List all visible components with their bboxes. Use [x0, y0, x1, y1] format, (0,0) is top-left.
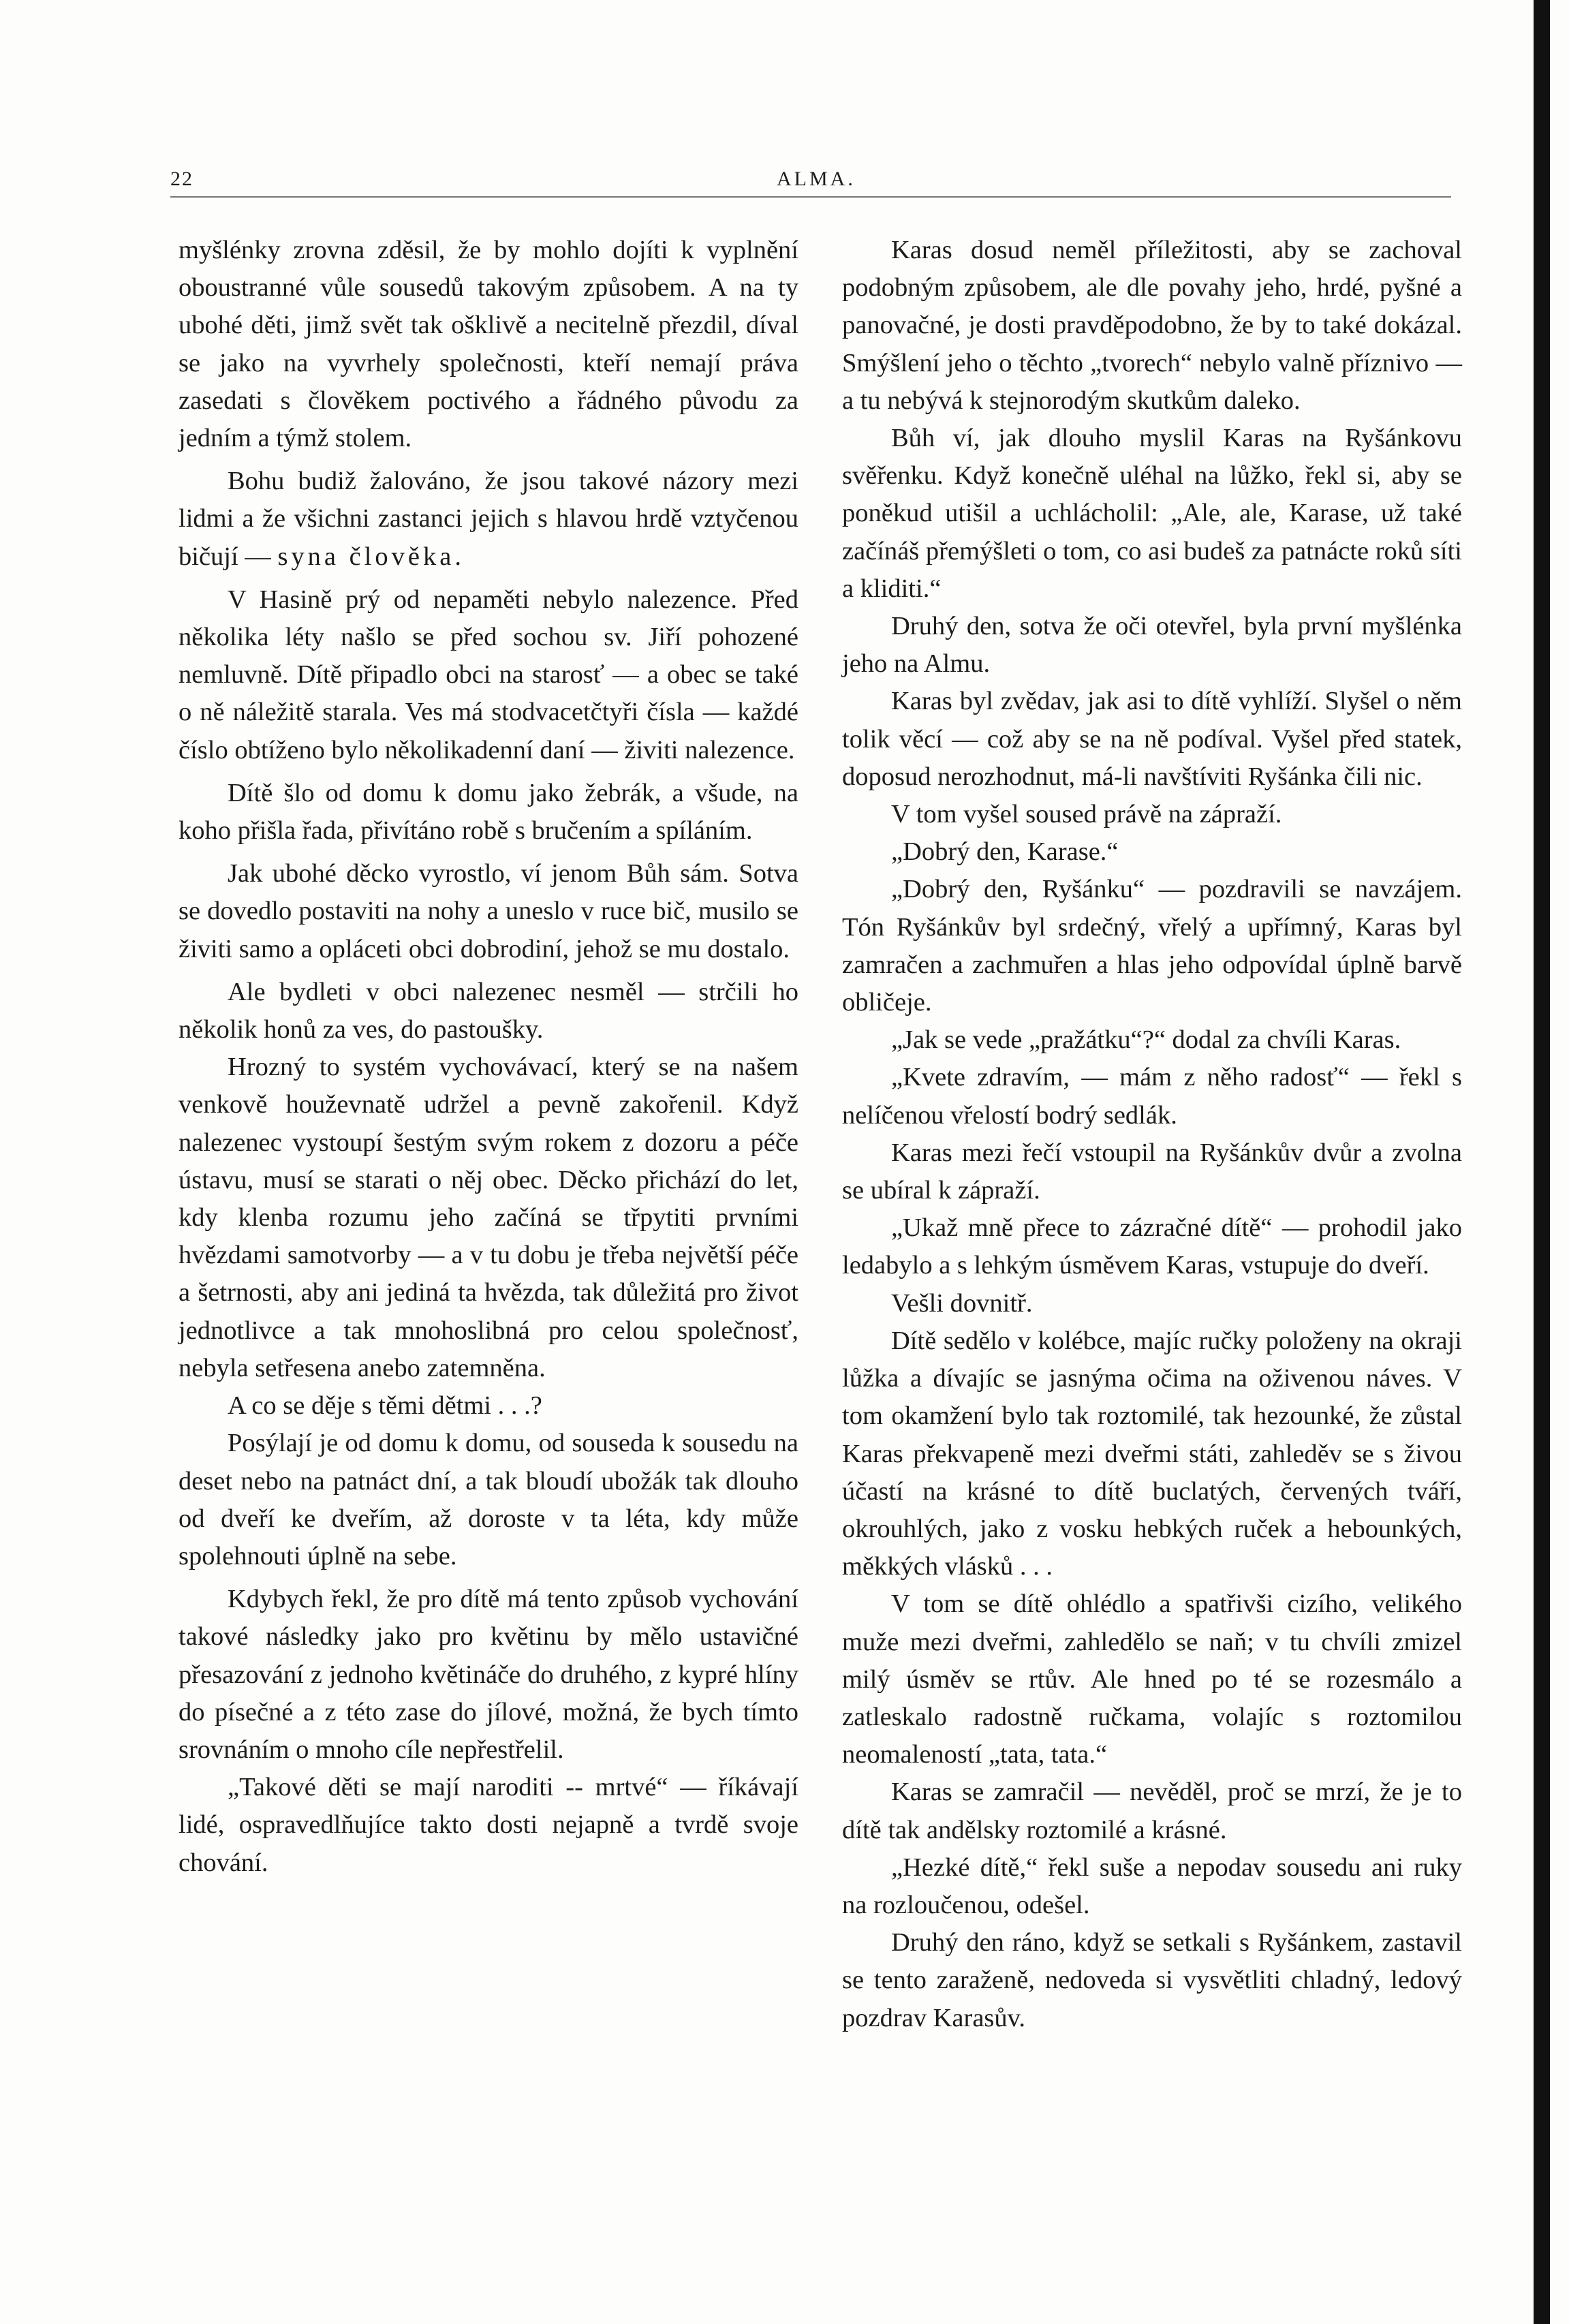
paragraph: Druhý den, sotva že oči otevřel, byla první myšlénka jeho na Almu.	[842, 612, 1462, 679]
paragraph: Dítě šlo od domu k domu jako žebrák, a všude, na koho přišla řada, přivítáno robě s bručením a spíláním.	[178, 778, 798, 846]
paragraph: A co se děje s těmi dětmi . . .?	[228, 1391, 542, 1421]
left-column	[178, 232, 798, 1882]
paragraph-text: Bohu budiž žalováno, že jsou takové názory mezi lidmi a že všichni zastanci jejich s hlavou hrdě vztyčenou bičují —	[178, 467, 798, 571]
page-number: 22	[170, 168, 193, 190]
paragraph: Karas mezi řečí vstoupil na Ryšánkův dvůr a zvolna se ubíral k zápraží.	[842, 1138, 1462, 1205]
paragraph: Bůh ví, jak dlouho myslil Karas na Ryšánkovu svěřenku. Když konečně uléhal na lůžko, řekl si, aby se poněkud utišil a uchlácholil: „Ale, ale, Karase, už také začínáš přemýšleti o tom, co asi budeš za patnácte roků síti a kliditi.“	[842, 424, 1462, 603]
paragraph: myšlénky zrovna zděsil, že by mohlo dojíti k vyplnění oboustranné vůle sousedů takovým způsobem. A na ty ubohé děti, jimž svět tak ošklivě a necitelně přezdil, díval se jako na vyvrhely společnosti, kteří nemají práva zasedati s člověkem poctivého a řádného původu za jedním a týmž stolem.	[178, 236, 798, 453]
paragraph: „Hezké dítě,“ řekl suše a nepodav sousedu ani ruky na rozloučenou, odešel.	[842, 1853, 1462, 1919]
header-rule	[170, 196, 1451, 198]
paragraph: Karas dosud neměl příležitosti, aby se zachoval podobným způsobem, ale dle povahy jeho, hrdé, pyšné a panovačné, je dosti pravděpodobno, že by to také dokázal. Smýšlení jeho o těchto „tvorech“ nebylo valně příznivo — a tu nebývá k stejnorodým skutkům daleko.	[842, 236, 1462, 415]
paragraph: Dítě sedělo v kolébce, majíc ručky položeny na okraji lůžka a dívajíc se jasnýma očima na oživenou náves. V tom okamžení bylo tak roztomilé, tak hezounké, že zůstal Karas překvapeně mezi dveřmi státi, zahleděv se s živou účastí na krásné to dítě buclatých, červených tváří, okrouhlých, jako z vosku hebkých ruček a hebounkých, měkkých vlásků . . .	[842, 1326, 1462, 1581]
page-edge-border	[1534, 0, 1550, 2324]
paragraph: Posýlají je od domu k domu, od souseda k sousedu na deset nebo na patnáct dní, a tak bloudí ubožák tak dlouho od dveří ke dveřím, až doroste v ta léta, kdy může spolehnouti úplně na sebe.	[178, 1429, 798, 1570]
paragraph: „Kvete zdravím, — mám z něho radosť“ — řekl s nelíčenou vřelostí bodrý sedlák.	[842, 1063, 1462, 1130]
running-title: ALMA.	[777, 168, 856, 190]
paragraph: Hrozný to systém vychovávací, který se na našem venkově houževnatě udržel a pevně zakořenil. Když nalezenec vystoupí šestým svým rokem z dozoru a péče ústavu, musí se starati o něj obec. Děcko přichází do let, kdy klenba rozumu jeho začíná se třpytiti prvními hvězdami samotvorby — a v tu dobu je třeba největší péče a šetrnosti, aby ani jediná ta hvězda, tak důležitá pro život jednotlivce a tak mnohoslibná pro celou společnosť, nebyla setřesena anebo zatemněna.	[178, 1053, 798, 1382]
paragraph: V Hasině prý od nepaměti nebylo nalezence. Před několika léty našlo se před sochou sv. Jiří pohozené nemluvně. Dítě připadlo obci na starosť — a obec se také o ně náležitě starala. Ves má stodvacetčtyři čísla — každé číslo obtíženo bylo několikadenní daní — živiti nalezence.	[178, 585, 798, 764]
paragraph: Vešli dovnitř.	[891, 1288, 1033, 1318]
paragraph: Ale bydleti v obci nalezenec nesměl — strčili ho několik honů za ves, do pastoušky.	[178, 977, 798, 1044]
paragraph: Jak ubohé děcko vyrostlo, ví jenom Bůh sám. Sotva se dovedlo postaviti na nohy a uneslo v ruce bič, musilo se živiti samo a opláceti obci dobrodiní, jehož se mu dostalo.	[178, 859, 798, 963]
paragraph	[178, 463, 798, 576]
paragraph: Karas byl zvědav, jak asi to dítě vyhlíží. Slyšel o něm tolik věcí — což aby se na ně podíval. Vyšel před statek, doposud nerozhodnut, má-li navštíviti Ryšánka čili nic.	[842, 687, 1462, 791]
emphasized-text: syna člověka.	[277, 542, 465, 571]
page-header	[170, 168, 1451, 195]
paragraph: „Dobrý den, Karase.“	[891, 837, 1119, 867]
paragraph: Druhý den ráno, když se setkali s Ryšánkem, zastavil se tento zaraženě, nedoveda si vysvětliti chladný, ledový pozdrav Karasův.	[842, 1928, 1462, 2032]
paragraph: „Takové děti se mají naroditi -- mrtvé“ — říkávají lidé, ospravedlňujíce takto dosti nejapně a tvrdě svoje chování.	[178, 1773, 798, 1877]
paragraph: „Jak se vede „pražátku“?“ dodal za chvíli Karas.	[891, 1025, 1401, 1055]
paragraph: „Dobrý den, Ryšánku“ — pozdravili se navzájem. Tón Ryšánkův byl srdečný, vřelý a upřímný, Karas byl zamračen a zachmuřen a hlas jeho odpovídal úplně barvě obličeje.	[842, 875, 1462, 1017]
paragraph: Karas se zamračil — nevěděl, proč se mrzí, že je to dítě tak andělsky roztomilé a krásné.	[842, 1778, 1462, 1844]
paragraph: V tom se dítě ohlédlo a spatřivši cizího, velikého muže mezi dveřmi, zahledělo se naň; v tu chvíli zmizel milý úsměv se rtův. Ale hned po té se rozesmálo a zatleskalo radostně ručkama, volajíc s roztomilou neomaleností „tata, tata.“	[842, 1590, 1462, 1769]
right-column	[842, 232, 1462, 2037]
paragraph: „Ukaž mně přece to zázračné dítě“ — prohodil jako ledabylo a s lehkým úsměvem Karas, vstupuje do dveří.	[842, 1213, 1462, 1280]
paragraph: V tom vyšel soused právě na zápraží.	[891, 800, 1282, 829]
paragraph: Kdybych řekl, že pro dítě má tento způsob vychování takové následky jako pro květinu by mělo ustavičné přesazování z jednoho květináče do druhého, z kypré hlíny do písečné a z této zase do jílové, možná, že bych tímto srovnáním o mnoho cíle nepřestřelil.	[178, 1585, 798, 1764]
